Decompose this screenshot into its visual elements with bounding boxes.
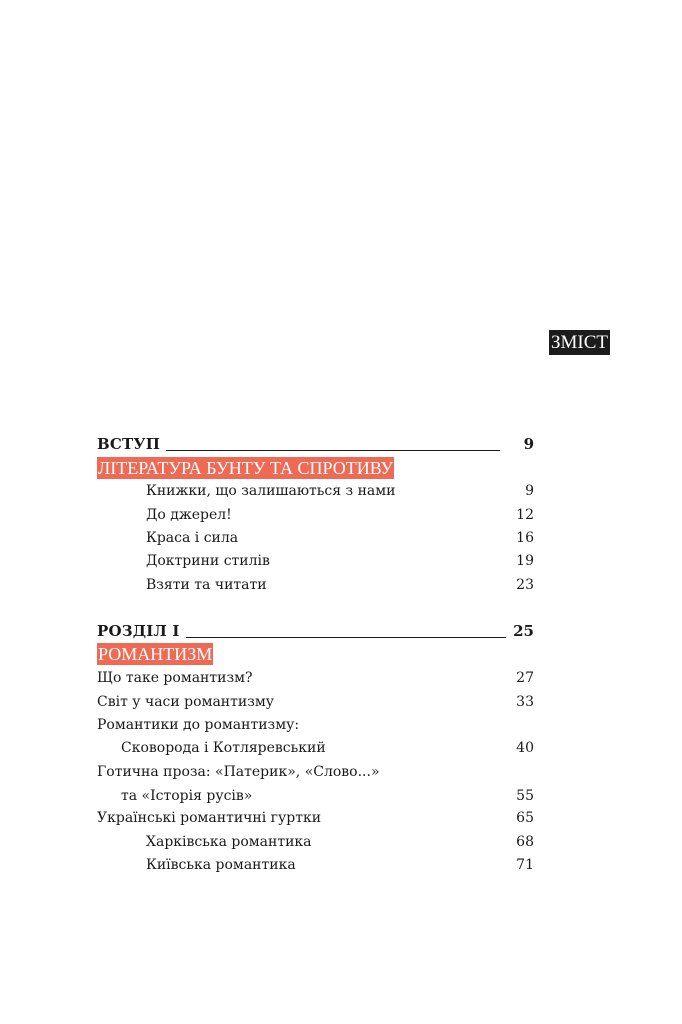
entry-page: 40 (516, 740, 534, 756)
leader-rule (186, 637, 506, 639)
section-label: РОЗДІЛ І (97, 622, 180, 640)
toc-entry[interactable] (97, 762, 534, 782)
entry-title: Сковорода і Котляревський (121, 740, 326, 756)
entry-title: Що таке романтизм? (97, 670, 253, 686)
toc-entry[interactable] (97, 481, 534, 501)
entry-page: 23 (516, 577, 534, 593)
entry-title: Готична проза: «Патерик», «Слово...» (97, 764, 380, 780)
entry-page: 9 (525, 483, 534, 499)
toc-entry[interactable] (97, 551, 534, 571)
section-title-highlight: РОМАНТИЗМ (98, 644, 213, 664)
entry-title: Краса і сила (146, 530, 239, 546)
section-page: 25 (513, 622, 534, 640)
toc-entry[interactable] (97, 668, 534, 688)
toc-entry[interactable] (97, 808, 534, 828)
entry-page: 68 (516, 834, 534, 850)
toc-entry[interactable] (97, 786, 534, 806)
toc-entry[interactable] (97, 575, 534, 595)
entry-page: 27 (516, 670, 534, 686)
entry-title: Книжки, що залишаються з нами (146, 483, 396, 499)
section-page: 9 (523, 435, 534, 453)
entry-page: 16 (516, 530, 534, 546)
section-label: ВСТУП (97, 435, 161, 453)
entry-title: Київська романтика (146, 857, 296, 873)
entry-title: Взяти та читати (146, 577, 267, 593)
toc-entry[interactable] (97, 738, 534, 758)
entry-page: 55 (516, 788, 534, 804)
entry-page: 19 (516, 553, 534, 569)
toc-entry[interactable] (97, 528, 534, 548)
entry-title: Українські романтичні гуртки (97, 810, 322, 826)
section-title-highlight: ЛІТЕРАТУРА БУНТУ ТА СПРОТИВУ (98, 458, 394, 478)
toc-entry[interactable] (97, 855, 534, 875)
toc-entry[interactable] (97, 715, 534, 735)
entry-title: До джерел! (146, 507, 232, 523)
entry-title: та «Історія русів» (121, 788, 253, 804)
entry-page: 33 (516, 694, 534, 710)
toc-entry[interactable] (97, 692, 534, 712)
entry-page: 65 (516, 810, 534, 826)
leader-rule (166, 450, 500, 452)
entry-title: Доктрини стилів (146, 553, 270, 569)
entry-title: Харківська романтика (146, 834, 312, 850)
entry-title: Світ у часи романтизму (97, 694, 274, 710)
entry-page: 71 (516, 857, 534, 873)
toc-entry[interactable] (97, 832, 534, 852)
toc-entry[interactable] (97, 505, 534, 525)
section-heading-chapter-1[interactable] (97, 620, 534, 642)
entry-page: 12 (516, 507, 534, 523)
section-heading-intro[interactable] (97, 433, 534, 455)
entry-title: Романтики до романтизму: (97, 717, 300, 733)
contents-badge: ЗМІСТ (551, 332, 609, 353)
